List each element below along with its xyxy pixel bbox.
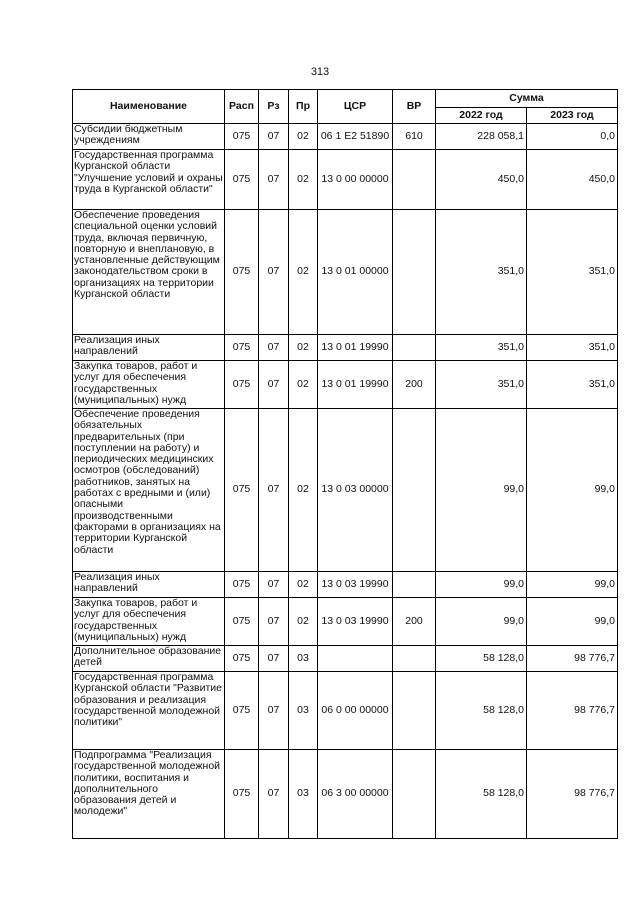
row-rz: 07 [259,598,289,646]
row-csr: 13 0 01 19990 [318,361,393,409]
row-sum-2023: 351,0 [527,361,618,409]
row-rasp: 075 [225,150,259,210]
row-name: Закупка товаров, работ и услуг для обеспечения государственных (муниципальных) нужд [73,361,225,409]
row-csr: 13 0 03 19990 [318,572,393,598]
row-rasp: 075 [225,672,259,750]
row-sum-2022: 450,0 [436,150,527,210]
row-pr: 02 [289,361,318,409]
row-sum-2023: 0,0 [527,124,618,150]
row-sum-2023: 99,0 [527,572,618,598]
table-row [73,646,618,672]
row-sum-2022: 228 058,1 [436,124,527,150]
row-name: Дополнительное образование детей [73,646,225,672]
row-name: Обеспечение проведения специальной оценки условий труда, включая первичную, повторную и внеплановую, в установленные действующим законодательством сроки в организациях на территории Курганской области [73,210,225,335]
row-pr: 02 [289,598,318,646]
row-csr: 13 0 01 19990 [318,335,393,361]
row-rasp: 075 [225,598,259,646]
row-sum-2023: 450,0 [527,150,618,210]
row-rz: 07 [259,572,289,598]
header-name: Наименование [73,90,225,124]
row-vr [393,572,436,598]
table-header [73,90,618,124]
table-row [73,335,618,361]
row-rz: 07 [259,646,289,672]
row-name: Реализация иных направлений [73,572,225,598]
row-pr: 02 [289,210,318,335]
header-vr: ВР [393,90,436,124]
row-name: Реализация иных направлений [73,335,225,361]
row-sum-2023: 98 776,7 [527,672,618,750]
row-csr: 06 1 Е2 51890 [318,124,393,150]
page-number: 313 [310,66,330,78]
row-name: Закупка товаров, работ и услуг для обеспечения государственных (муниципальных) нужд [73,598,225,646]
row-sum-2023: 98 776,7 [527,750,618,839]
row-sum-2023: 99,0 [527,409,618,572]
row-pr: 02 [289,335,318,361]
row-vr [393,672,436,750]
row-sum-2022: 351,0 [436,361,527,409]
header-year-2022: 2022 год [436,108,527,124]
header-rasp: Расп [225,90,259,124]
row-pr: 02 [289,409,318,572]
header-rz: Рз [259,90,289,124]
row-rz: 07 [259,750,289,839]
row-sum-2022: 351,0 [436,210,527,335]
row-csr: 06 3 00 00000 [318,750,393,839]
table-row [73,572,618,598]
row-pr: 03 [289,672,318,750]
row-sum-2022: 99,0 [436,572,527,598]
row-vr: 200 [393,361,436,409]
header-sum: Сумма [436,90,618,108]
row-vr [393,210,436,335]
row-rasp: 075 [225,124,259,150]
row-vr [393,646,436,672]
row-sum-2022: 351,0 [436,335,527,361]
row-rz: 07 [259,335,289,361]
row-sum-2022: 99,0 [436,409,527,572]
table-row [73,750,618,839]
row-sum-2023: 351,0 [527,210,618,335]
row-rz: 07 [259,124,289,150]
row-sum-2022: 58 128,0 [436,672,527,750]
table-body [73,124,618,839]
row-rz: 07 [259,150,289,210]
row-rz: 07 [259,672,289,750]
row-vr: 610 [393,124,436,150]
row-name: Субсидии бюджетным учреждениям [73,124,225,150]
row-rasp: 075 [225,361,259,409]
row-vr [393,409,436,572]
row-sum-2022: 58 128,0 [436,646,527,672]
row-pr: 02 [289,124,318,150]
row-pr: 02 [289,572,318,598]
row-rasp: 075 [225,646,259,672]
row-name: Обеспечение проведения обязательных предварительных (при поступлении на работу) и периодических медицинских осмотров (обследований) работников, занятых на работах с вредными и (или) опасными производственными факторами в организациях на территории Курганской области [73,409,225,572]
row-sum-2023: 98 776,7 [527,646,618,672]
row-rz: 07 [259,210,289,335]
row-rasp: 075 [225,409,259,572]
table-row [73,150,618,210]
table-row [73,672,618,750]
table-row [73,598,618,646]
header-pr: Пр [289,90,318,124]
row-pr: 02 [289,150,318,210]
row-csr: 13 0 03 00000 [318,409,393,572]
row-rasp: 075 [225,210,259,335]
row-rz: 07 [259,361,289,409]
row-pr: 03 [289,646,318,672]
row-name: Государственная программа Курганской области "Улучшение условий и охраны труда в Курганской области" [73,150,225,210]
table-row [73,124,618,150]
row-vr [393,150,436,210]
table-row [73,210,618,335]
row-vr [393,335,436,361]
table-row [73,409,618,572]
row-sum-2022: 99,0 [436,598,527,646]
row-csr [318,646,393,672]
row-csr: 06 0 00 00000 [318,672,393,750]
header-year-2023: 2023 год [527,108,618,124]
budget-table [72,89,618,839]
row-rasp: 075 [225,335,259,361]
row-sum-2022: 58 128,0 [436,750,527,839]
row-pr: 03 [289,750,318,839]
row-rasp: 075 [225,750,259,839]
row-sum-2023: 351,0 [527,335,618,361]
row-csr: 13 0 00 00000 [318,150,393,210]
row-csr: 13 0 03 19990 [318,598,393,646]
row-sum-2023: 99,0 [527,598,618,646]
row-name: Государственная программа Курганской области "Развитие образования и реализация государственной молодежной политики" [73,672,225,750]
table-row [73,361,618,409]
row-csr: 13 0 01 00000 [318,210,393,335]
row-vr: 200 [393,598,436,646]
row-vr [393,750,436,839]
row-name: Подпрограмма "Реализация государственной молодежной политики, воспитания и дополнительного образования детей и молодежи" [73,750,225,839]
row-rz: 07 [259,409,289,572]
row-rasp: 075 [225,572,259,598]
header-csr: ЦСР [318,90,393,124]
